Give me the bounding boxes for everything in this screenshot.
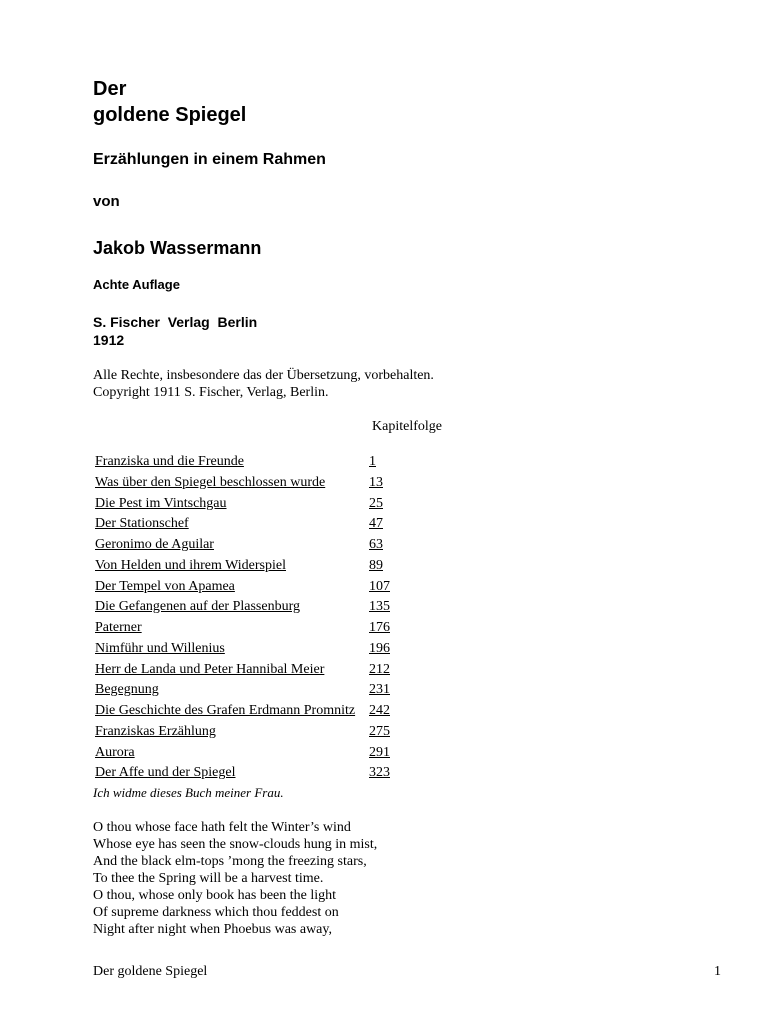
toc-entry-page-link[interactable]: 107 xyxy=(369,578,390,594)
toc-entry-page-link[interactable]: 212 xyxy=(369,661,390,677)
toc-entry-title-link[interactable]: Paterner xyxy=(95,620,142,635)
toc-entry-page-link[interactable]: 275 xyxy=(369,723,390,739)
poem-line: O thou, whose only book has been the light xyxy=(93,888,337,903)
toc-entry-title-link[interactable]: Aurora xyxy=(95,744,135,760)
toc-entry[interactable] xyxy=(93,453,413,474)
footer-title: Der goldene Spiegel xyxy=(93,964,208,979)
page-number: 1 xyxy=(714,964,721,979)
poem xyxy=(93,819,377,938)
toc-entry[interactable] xyxy=(93,557,413,578)
poem-line: Whose eye has seen the snow-clouds hung in mist, xyxy=(93,837,378,852)
toc-entry-title-link[interactable]: Der Tempel von Apamea xyxy=(95,578,235,594)
toc-entry-title-link[interactable]: Herr de Landa und Peter Hannibal Meier xyxy=(95,661,325,677)
poem-line: Of supreme darkness which thou feddest on xyxy=(93,905,339,920)
toc-entry-title-link[interactable]: Die Gefangenen auf der Plassenburg xyxy=(95,599,301,615)
poem-line: Night after night when Phoebus was away, xyxy=(93,922,332,937)
toc-entry-title-link[interactable]: Der Affe und der Spiegel xyxy=(95,765,236,781)
toc-entry[interactable] xyxy=(93,744,413,765)
toc-entry-page-link[interactable]: 47 xyxy=(369,516,383,532)
toc-entry[interactable] xyxy=(93,702,413,723)
edition-label: Achte Auflage xyxy=(93,277,180,292)
toc-entry-title-link[interactable]: Franziska und die Freunde xyxy=(95,454,244,469)
toc-entry[interactable] xyxy=(93,474,413,495)
toc-entry-page-link[interactable]: 135 xyxy=(369,599,390,615)
toc-entry-title-link[interactable]: Von Helden und ihrem Widerspiel xyxy=(95,557,286,573)
toc-entry[interactable] xyxy=(93,619,413,640)
toc-entry[interactable] xyxy=(93,661,413,682)
publication-year: 1912 xyxy=(93,332,125,348)
rights-notice: Alle Rechte, insbesondere das der Übersetzung, vorbehalten. xyxy=(93,368,434,383)
toc-entry-page-link[interactable]: 25 xyxy=(369,495,383,511)
toc-entry-title-link[interactable]: Geronimo de Aguilar xyxy=(95,537,214,552)
toc-entry[interactable] xyxy=(93,536,413,557)
toc-entry[interactable] xyxy=(93,495,413,516)
toc-entry-page-link[interactable]: 323 xyxy=(369,765,390,781)
publisher: S. Fischer Verlag Berlin xyxy=(93,314,258,330)
book-subtitle: Erzählungen in einem Rahmen xyxy=(93,151,326,168)
toc-entry-page-link[interactable]: 231 xyxy=(369,682,390,698)
toc-entry-title-link[interactable]: Nimführ und Willenius xyxy=(95,640,225,656)
toc-entry-page-link[interactable]: 176 xyxy=(369,620,390,635)
toc-entry-title-link[interactable]: Begegnung xyxy=(95,682,159,698)
toc-heading: Kapitelfolge xyxy=(372,419,442,434)
toc-entry[interactable] xyxy=(93,640,413,661)
by-label: von xyxy=(93,193,120,210)
book-title-line-2: goldene Spiegel xyxy=(93,104,247,126)
poem-line: O thou whose face hath felt the Winter’s wind xyxy=(93,820,351,835)
toc-entry-title-link[interactable]: Der Stationschef xyxy=(95,516,189,532)
poem-line: To thee the Spring will be a harvest time. xyxy=(93,871,324,886)
toc-entry-page-link[interactable]: 291 xyxy=(369,744,390,760)
table-of-contents xyxy=(93,453,413,785)
toc-entry[interactable] xyxy=(93,598,413,619)
toc-entry[interactable] xyxy=(93,681,413,702)
dedication: Ich widme dieses Buch meiner Frau. xyxy=(93,785,284,800)
copyright-notice: Copyright 1911 S. Fischer, Verlag, Berlin. xyxy=(93,385,329,400)
toc-entry-page-link[interactable]: 13 xyxy=(369,474,383,490)
toc-entry-page-link[interactable]: 1 xyxy=(369,454,376,469)
toc-entry-title-link[interactable]: Die Geschichte des Grafen Erdmann Promnitz xyxy=(95,703,356,718)
toc-entry[interactable] xyxy=(93,578,413,599)
toc-entry-page-link[interactable]: 242 xyxy=(369,703,390,718)
toc-entry[interactable] xyxy=(93,515,413,536)
toc-entry[interactable] xyxy=(93,764,413,785)
poem-line: And the black elm-tops ’mong the freezing stars, xyxy=(93,854,367,869)
toc-entry-page-link[interactable]: 63 xyxy=(369,537,383,552)
toc-entry[interactable] xyxy=(93,723,413,744)
author-name: Jakob Wassermann xyxy=(93,238,262,258)
toc-entry-title-link[interactable]: Die Pest im Vintschgau xyxy=(95,495,227,511)
book-title-line-1: Der xyxy=(93,78,127,100)
toc-entry-title-link[interactable]: Was über den Spiegel beschlossen wurde xyxy=(95,474,326,490)
toc-entry-page-link[interactable]: 196 xyxy=(369,640,390,656)
toc-entry-page-link[interactable]: 89 xyxy=(369,557,383,573)
toc-entry-title-link[interactable]: Franziskas Erzählung xyxy=(95,723,216,739)
